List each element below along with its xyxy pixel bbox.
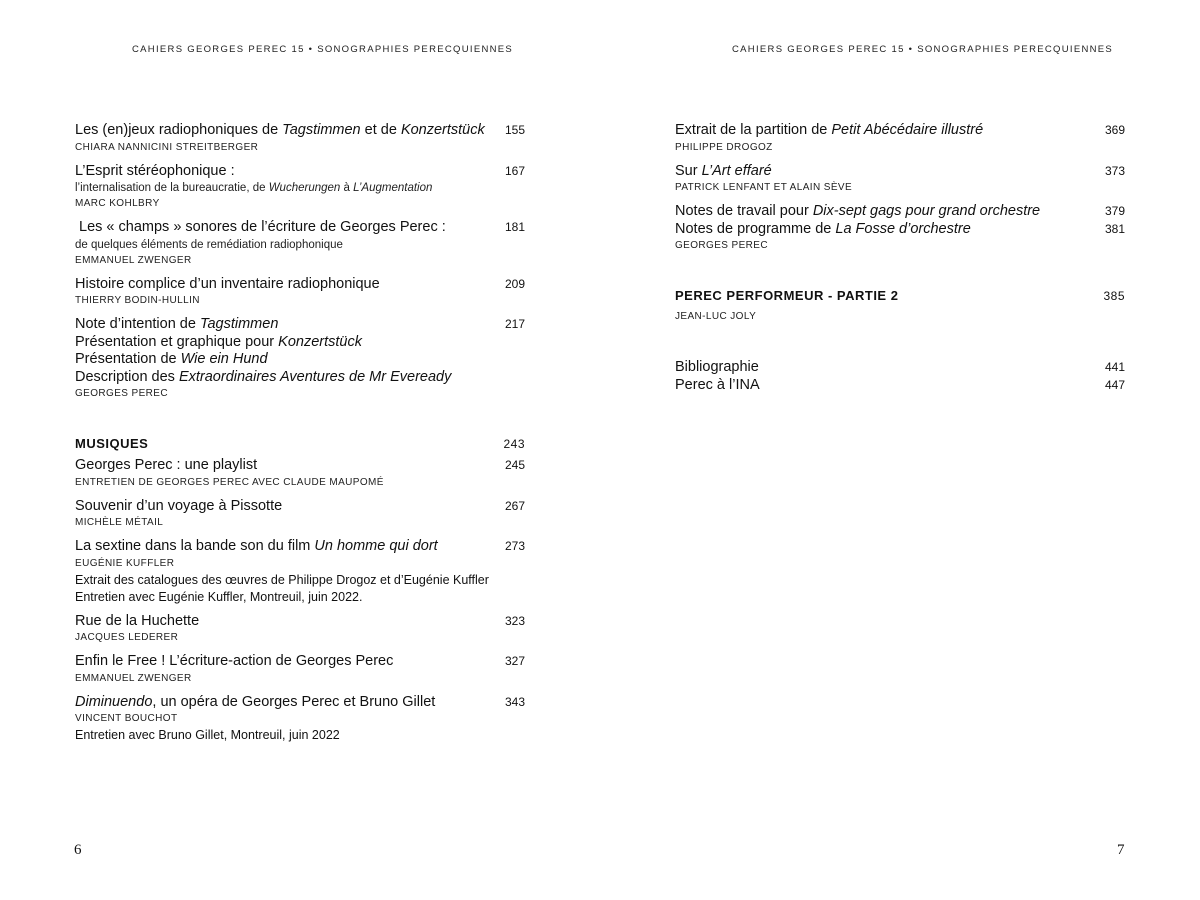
entry-title: Souvenir d’un voyage à Pissotte — [75, 497, 283, 514]
section-heading — [675, 288, 1125, 303]
entry-title: Notes de programme de La Fosse d’orchestre — [675, 220, 971, 237]
entry-author: PATRICK LENFANT ET ALAIN SÈVE — [675, 182, 853, 193]
entry-title: L’Esprit stéréophonique : — [75, 162, 235, 179]
entry-title: Sur L’Art effaré — [675, 162, 772, 179]
toc-entry — [75, 538, 525, 606]
entry-title: Bibliographie — [675, 359, 759, 375]
entry-author: JACQUES LEDERER — [75, 632, 179, 643]
entry-author: PHILIPPE DROGOZ — [675, 141, 773, 153]
entry-author: THIERRY BODIN-HULLIN — [75, 295, 200, 306]
entry-author: GEORGES PEREC — [75, 388, 168, 399]
toc-entry — [75, 219, 525, 269]
page-number: 343 — [504, 694, 525, 709]
toc-entry — [75, 694, 525, 745]
toc-entry — [75, 163, 525, 213]
page-number: 385 — [1103, 289, 1125, 303]
entry-author: EUGÉNIE KUFFLER — [75, 557, 175, 569]
entry-subtitle: l’internalisation de la bureaucratie, de Wucherungen à L’Augmentation — [75, 182, 433, 194]
toc-right-page — [675, 122, 1125, 401]
toc-entry — [675, 122, 1125, 156]
section-title: PEREC PERFORMEUR - PARTIE 2 — [675, 288, 899, 303]
entry-author: EMMANUEL ZWENGER — [75, 672, 192, 684]
toc-entry — [75, 122, 525, 156]
entry-author: GEORGES PEREC — [675, 240, 768, 251]
entry-title: Les (en)jeux radiophoniques de Tagstimmen et de Konzertstück — [75, 122, 485, 138]
entry-title: Perec à l’INA — [675, 376, 760, 393]
page-number: 243 — [503, 437, 525, 451]
toc-entry — [75, 457, 525, 491]
entry-title: Notes de travail pour Dix-sept gags pour grand orchestre — [675, 203, 1041, 219]
entry-title: Présentation et graphique pour Konzertstück — [75, 333, 362, 350]
entry-subtitle: de quelques éléments de remédiation radiophonique — [75, 238, 343, 251]
entry-title: Diminuendo, un opéra de Georges Perec et Bruno Gillet — [75, 693, 436, 710]
page-number: 369 — [1104, 123, 1125, 137]
entry-note: Entretien avec Bruno Gillet, Montreuil, juin 2022 — [75, 728, 340, 742]
toc-entry — [75, 613, 525, 647]
toc-entry — [675, 203, 1125, 254]
page-number: 379 — [1104, 204, 1125, 218]
page-number: 381 — [1104, 221, 1125, 236]
running-header-left: CAHIERS GEORGES PEREC 15 • SONOGRAPHIES PERECQUIENNES — [132, 44, 514, 55]
toc-entry — [675, 163, 1125, 197]
page-number: 373 — [1104, 163, 1125, 178]
page-number: 447 — [1104, 377, 1125, 392]
entry-title: Extrait de la partition de Petit Abécédaire illustré — [675, 122, 984, 138]
entry-title: Histoire complice d’un inventaire radiophonique — [75, 275, 380, 292]
toc-entry — [75, 316, 525, 402]
entry-author: CHIARA NANNICINI STREITBERGER — [75, 141, 259, 153]
entry-author: VINCENT BOUCHOT — [75, 713, 178, 724]
entry-author: MICHÈLE MÉTAIL — [75, 517, 164, 528]
entry-note: Entretien avec Eugénie Kuffler, Montreuil, juin 2022. — [75, 589, 363, 604]
page-number: 181 — [504, 220, 525, 234]
entry-author: ENTRETIEN DE GEORGES PEREC AVEC CLAUDE MAUPOMÉ — [75, 476, 384, 488]
section-title: MUSIQUES — [75, 436, 149, 451]
entry-title: Georges Perec : une playlist — [75, 457, 258, 473]
page-number: 327 — [504, 654, 525, 668]
folio-left: 6 — [74, 842, 82, 858]
page-number: 217 — [504, 317, 525, 331]
entry-title: Enfin le Free ! L’écriture-action de Georges Perec — [75, 653, 394, 669]
toc-entry — [75, 276, 525, 310]
page-number: 323 — [504, 613, 525, 628]
page-number: 441 — [1104, 360, 1125, 374]
entry-title: Description des Extraordinaires Aventures de Mr Eveready — [75, 368, 452, 385]
entry-title: Rue de la Huchette — [75, 612, 200, 629]
toc-entry — [75, 498, 525, 532]
page-number: 267 — [504, 498, 525, 513]
folio-right: 7 — [1117, 842, 1125, 858]
entry-author: MARC KOHLBRY — [75, 198, 160, 209]
page-number: 209 — [504, 276, 525, 291]
page-number: 167 — [504, 163, 525, 178]
toc-entry — [675, 359, 1125, 394]
entry-title: Note d’intention de Tagstimmen — [75, 316, 279, 332]
toc-left-page — [75, 122, 525, 751]
entry-note: Extrait des catalogues des œuvres de Philippe Drogoz et d’Eugénie Kuffler — [75, 572, 489, 587]
page-number: 245 — [504, 458, 525, 472]
section-heading — [75, 436, 525, 451]
entry-title: Les « champs » sonores de l’écriture de Georges Perec : — [75, 219, 446, 235]
entry-author: JEAN-LUC JOLY — [675, 311, 757, 322]
entry-title: Présentation de Wie ein Hund — [75, 351, 268, 367]
page-number: 155 — [504, 123, 525, 137]
entry-title: La sextine dans la bande son du film Un homme qui dort — [75, 538, 438, 554]
page-number: 273 — [504, 539, 525, 553]
entry-author: EMMANUEL ZWENGER — [75, 254, 192, 266]
toc-entry — [75, 653, 525, 687]
running-header-right: CAHIERS GEORGES PEREC 15 • SONOGRAPHIES PERECQUIENNES — [732, 44, 1114, 55]
